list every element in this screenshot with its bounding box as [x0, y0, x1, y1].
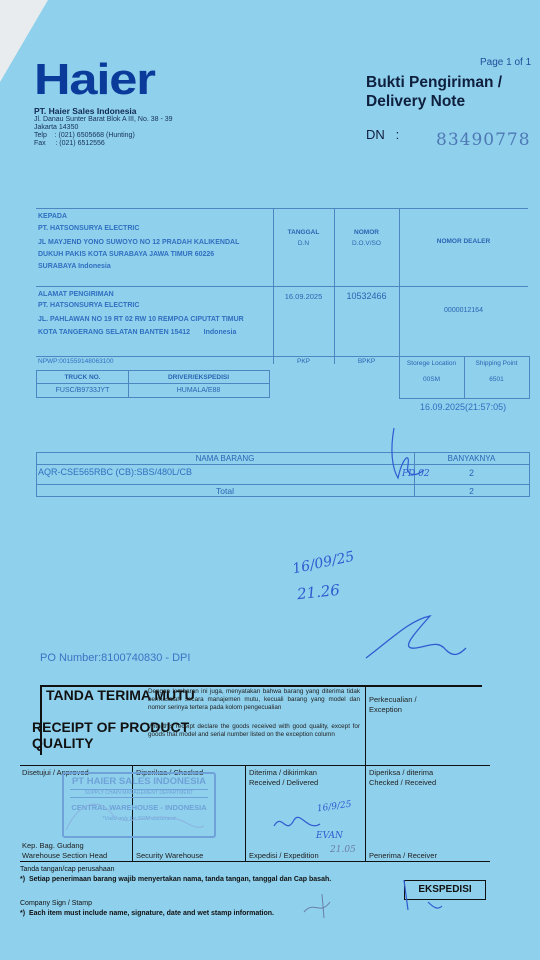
- tanggal-value: 16.09.2025: [284, 292, 323, 301]
- document-title: [366, 73, 502, 111]
- nomor-sub: D.O.V/SO: [352, 240, 381, 247]
- signature-divider-3: [365, 765, 366, 861]
- shipping-point-value: 6501: [489, 376, 504, 383]
- driver-label: DRIVER/EKSPEDISI: [167, 374, 230, 381]
- truck-no-value: FUSC/B9733JYT: [55, 387, 110, 394]
- dealer-value: 0000012164: [444, 307, 483, 314]
- alamat-label: ALAMAT PENGIRIMAN: [38, 291, 114, 298]
- received-label: Diterima / dikirimkan: [249, 768, 317, 777]
- alamat-block: [38, 290, 244, 337]
- approved-label: Disetujui / Approved: [22, 768, 89, 777]
- company-fax: Fax : (021) 6512556: [34, 140, 105, 147]
- expedition-name: EVAN: [316, 831, 343, 841]
- checked-received-label-1: Diperiksa / diterima: [369, 768, 434, 777]
- receipt-title-1: TANDA TERIMA MUTU: [46, 687, 195, 703]
- check-mark-note: PD 02: [402, 469, 430, 479]
- receipt-text-en: With this receipt declare the goods received with good quality, except for goods that model and serial number listed on the exception column: [148, 723, 360, 738]
- pkp-label: PKP: [296, 358, 310, 365]
- company-name: PT. Haier Sales Indonesia: [34, 106, 137, 116]
- truck-header-line: [36, 383, 269, 384]
- security-label: Security Warehouse: [136, 851, 204, 860]
- stamp-line-2: SUPPLY CHAIN MANAGEMENT DEPARTMENT: [70, 789, 208, 798]
- alamat-address-1: JL. PAHLAWAN NO 19 RT 02 RW 10 REMPOA CIPUTAT TIMUR: [38, 316, 244, 323]
- page-number: Page 1 of 1: [480, 57, 532, 68]
- item-name: AQR-CSE565RBC (CB):SBS/480L/CB: [38, 467, 193, 477]
- npwp: NPWP:001559148063100: [38, 358, 114, 365]
- stamp-line-3: CENTRAL WAREHOUSE - INDONESIA: [71, 803, 207, 812]
- item-qty-header: BANYAKNYA: [447, 454, 496, 463]
- ekspedisi-handwriting: [398, 872, 448, 922]
- table-top-line: [36, 208, 528, 209]
- nomor-header: NOMOR: [354, 229, 379, 236]
- receipt-divider: [365, 685, 366, 765]
- kepada-address-3: SURABAYA Indonesia: [38, 263, 111, 270]
- receipt-title-2: RECEIPT OF PRODUCT: [32, 719, 190, 735]
- expedition-time: 21.05: [330, 845, 356, 855]
- kepada-address-2: DUKUH PAKIS KOTA SURABAYA JAWA TIMUR 60226: [38, 251, 215, 258]
- shipping-point-label: Shipping Point: [475, 360, 518, 367]
- checked-received-label-2: Checked / Received: [369, 778, 437, 787]
- storage-location-value: 00SM: [423, 376, 440, 383]
- kep-bag-label: Kep. Bag. Gudang: [22, 841, 84, 850]
- exception-label-en: Exception: [369, 705, 402, 714]
- document-title-line-2: Delivery Note: [366, 93, 466, 110]
- alamat-address-2: KOTA TANGERANG SELATAN BANTEN 15412 Indonesia: [38, 329, 237, 336]
- signature-grid-bottom: [20, 861, 490, 862]
- company-address-1: Jl. Danau Sunter Barat Blok A III, No. 38 - 39: [34, 116, 173, 123]
- haier-logo: Haier: [34, 55, 155, 104]
- footer-scribble: [300, 890, 350, 920]
- kepada-name: PT. HATSONSURYA ELECTRIC: [38, 225, 140, 232]
- kepada-block: [38, 212, 239, 271]
- footer-line-4: *) Each item must include name, signature, date and wet stamp information.: [20, 910, 274, 917]
- footer-line-1: Tanda tangan/cap perusahaan: [20, 866, 115, 873]
- print-timestamp: 16.09.2025(21:57:05): [420, 402, 507, 412]
- bpkp-label: BPKP: [357, 358, 376, 365]
- receipt-text-id: Dengan lembaran ini juga, menyatakan bahwa barang yang diterima tidak bermasalah secara manajemen mutu, kecuali barang yang model dan nomor serinya tertera pada kolom pengecualian: [148, 688, 360, 711]
- tanggal-header: TANGGAL: [287, 229, 320, 236]
- truck-no-label: TRUCK NO.: [64, 374, 101, 381]
- stamp-line-1: PT HAIER SALES INDONESIA: [71, 776, 207, 787]
- item-name-header: NAMA BARANG: [195, 454, 255, 463]
- receiver-label: Penerima / Receiver: [369, 851, 437, 860]
- company-phone: Telp : (021) 6505668 (Hunting): [34, 132, 135, 139]
- document-title-line-1: Bukti Pengiriman /: [366, 74, 503, 91]
- footer-line-3: Company Sign / Stamp: [20, 900, 92, 907]
- table-mid-line: [36, 286, 528, 287]
- dn-number: 83490778: [436, 130, 531, 150]
- company-block: [34, 106, 173, 148]
- dn-label: DN :: [366, 127, 400, 142]
- exception-label: Perkecualian /: [369, 695, 417, 704]
- expedition-label: Expedisi / Expedition: [249, 851, 319, 860]
- po-number: PO Number:8100740830 - DPI: [40, 652, 191, 664]
- item-qty: 2: [468, 468, 474, 478]
- stamp-line-4: *Valid only for SCM document: [102, 816, 176, 822]
- kepada-label: KEPADA: [38, 213, 68, 220]
- stamp-signature: [60, 790, 210, 850]
- total-qty: 2: [469, 486, 474, 496]
- footer-line-2: *) Setiap penerimaan barang wajib menyertakan nama, tanda tangan, tanggal dan Cap basah.: [20, 876, 332, 883]
- item-header-line: [36, 464, 529, 465]
- handwritten-time: 21.26: [296, 580, 341, 604]
- signature-1: [380, 420, 440, 490]
- signature-grid-top: [20, 765, 490, 766]
- warehouse-head-label: Warehouse Section Head: [22, 851, 108, 860]
- alamat-name: PT. HATSONSURYA ELECTRIC: [38, 302, 140, 309]
- company-address-2: Jakarta 14350: [34, 124, 79, 131]
- kepada-address-1: JL MAYJEND YONO SUWOYO NO 12 PRADAH KALIKENDAL: [38, 239, 240, 246]
- handwritten-date: 16/09/25: [291, 548, 356, 578]
- delivered-label: Received / Delivered: [249, 778, 319, 787]
- item-total-line: [36, 484, 529, 485]
- tanggal-sub: D.N: [297, 240, 310, 247]
- nomor-value: 10532466: [346, 291, 387, 301]
- signature-divider-2: [245, 765, 246, 861]
- expedition-date: 16/9/25: [316, 799, 353, 815]
- total-label: Total: [216, 486, 234, 496]
- signature-2: [360, 610, 470, 670]
- dealer-header: NOMOR DEALER: [436, 238, 491, 245]
- checked-label: Diperiksa / Checked: [136, 768, 204, 777]
- ekspedisi-box: EKSPEDISI: [404, 880, 486, 900]
- storage-location-label: Storege Location: [406, 360, 457, 367]
- driver-value: HUMALA/E88: [176, 387, 221, 394]
- receipt-title-3: QUALITY: [32, 735, 94, 751]
